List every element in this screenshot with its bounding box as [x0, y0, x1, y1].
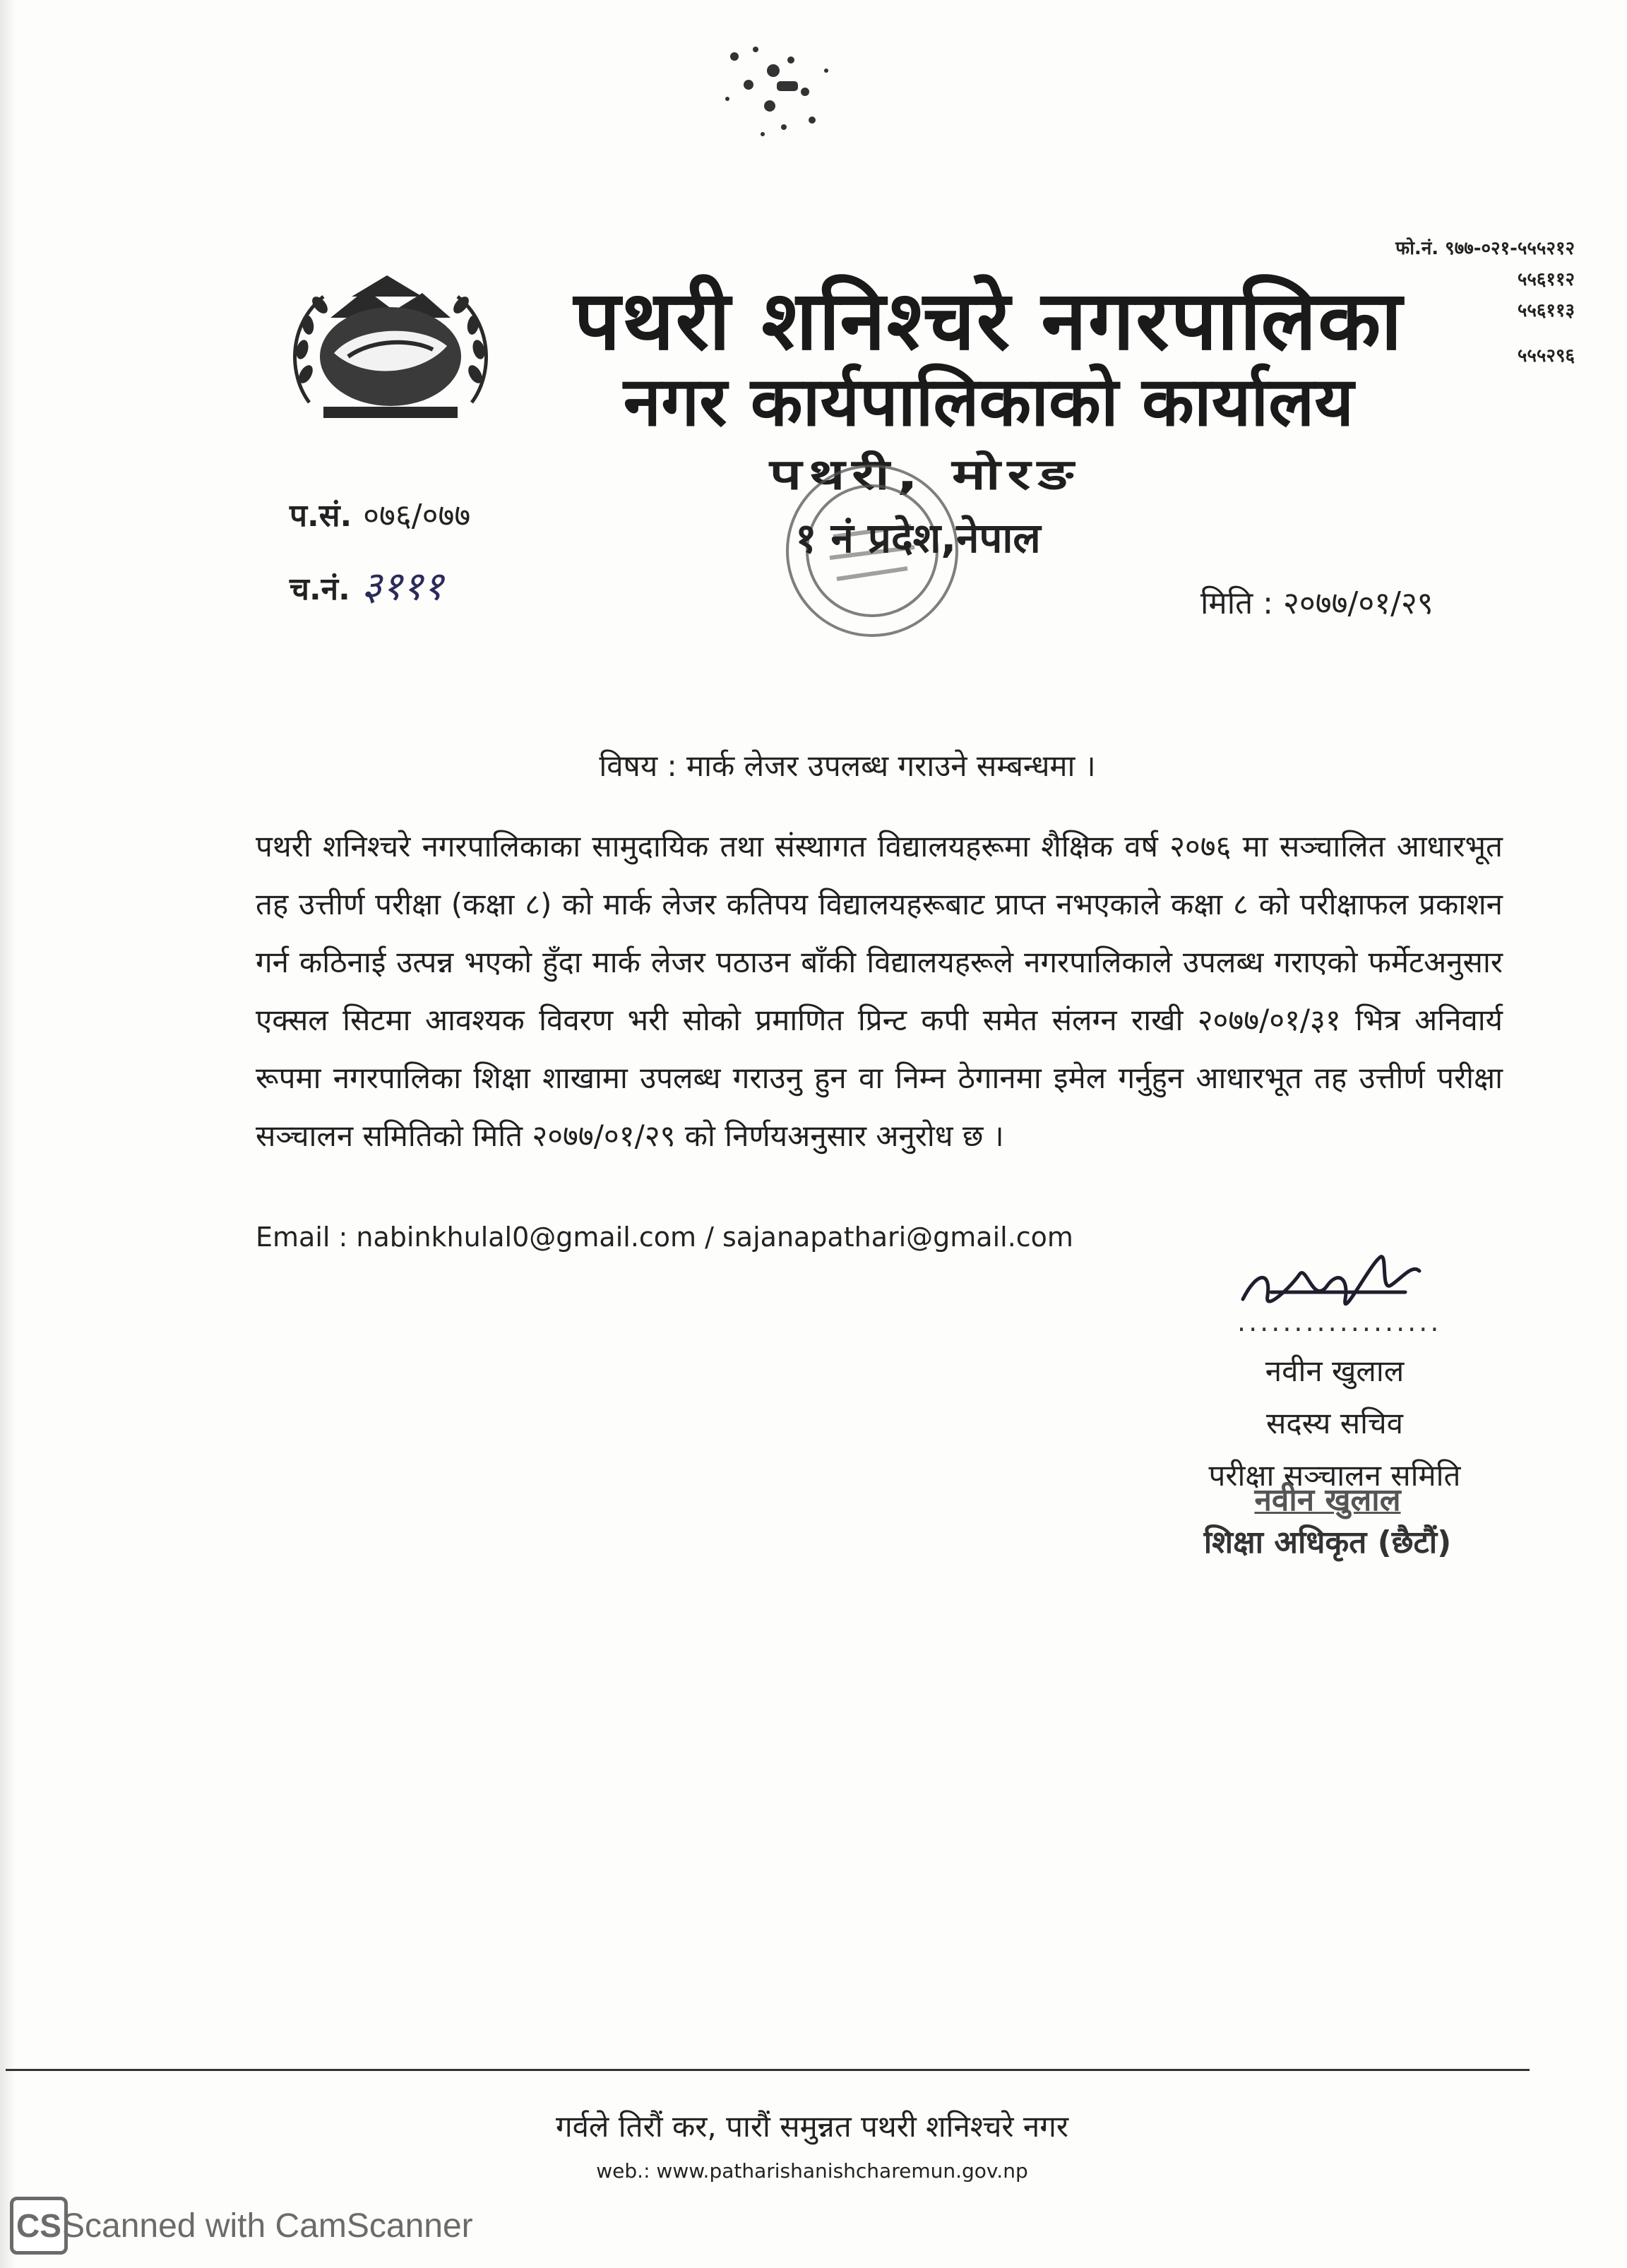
reference-ps	[290, 493, 470, 535]
province-title: १ नं प्रदेश,नेपाल	[795, 514, 1041, 562]
signature-dots: ..................	[1237, 1306, 1442, 1337]
ps-value: ०७६/०७७	[363, 498, 471, 534]
signatory-designation: सदस्य सचिव	[1265, 1406, 1404, 1440]
email-line: Email : nabinkhulal0@gmail.com / sajanapathari@gmail.com	[256, 1222, 1073, 1253]
letter-body: पथरी शनिश्चरे नगरपालिकाका सामुदायिक तथा संस्थागत विद्यालयहरूमा शैक्षिक वर्ष २०७६ मा सञ्चालित आधारभूत तह उत्तीर्ण परीक्षा (कक्षा ८) को मार्क लेजर कतिपय विद्यालयहरूबाट प्राप्त नभएकाले कक्षा ८ को परीक्षाफल प्रकाशन गर्न कठिनाई उत्पन्न भएको हुँदा मार्क लेजर पठाउन बाँकी विद्यालयहरूले नगरपालिकाले उपलब्ध गराएको फर्मेटअनुसार एक्सल सिटमा आवश्यक विवरण भरी सोको प्रमाणित प्रिन्ट कपी समेत संलग्न राखी २०७७/०१/३१ भित्र अनिवार्य रूपमा नगरपालिका शिक्षा शाखामा उपलब्ध गराउनु हुन वा निम्न ठेगानमा इमेल गर्नुहुन आधारभूत तह उत्तीर्ण परीक्षा सञ्चालन समितिको मिति २०७७/०१/२९ को निर्णयअनुसार अनुरोध छ ।	[256, 829, 1503, 1153]
letter-date: मिति : २०७७/०१/२९	[1200, 585, 1434, 621]
phone-line: ५५६११२	[1517, 269, 1575, 290]
camscanner-logo-icon: CS	[10, 2197, 68, 2255]
nepal-emblem-icon	[281, 268, 500, 431]
cn-label: च.नं.	[290, 571, 350, 607]
stamp-name: नवीन खुलाल	[1254, 1482, 1401, 1518]
office-title: नगर कार्यपालिकाको कार्यालय	[623, 362, 1354, 441]
place-title: पथरी, मोरङ	[769, 449, 1081, 499]
signatory-name: नवीन खुलाल	[1265, 1354, 1405, 1388]
municipality-title: पथरी शनिश्चरे नगरपालिका	[573, 273, 1404, 369]
phone-line: ५५५२९६	[1517, 345, 1575, 366]
phone-line: ५५६११३	[1517, 300, 1575, 321]
ink-smudge-mark	[706, 28, 840, 148]
officer-stamp	[1172, 1479, 1483, 1564]
reference-cn	[290, 558, 443, 611]
stamp-title: शिक्षा अधिकृत (छैटौं)	[1203, 1524, 1452, 1560]
letter-subject: विषय : मार्क लेजर उपलब्ध गराउने सम्बन्धमा ।	[599, 748, 1096, 783]
paper-edge-shadow	[0, 0, 16, 2268]
camscanner-text: Scanned with CamScanner	[62, 2207, 473, 2245]
camscanner-watermark	[10, 2197, 473, 2254]
footer-divider	[6, 2069, 1530, 2071]
signatory-committee: परीक्षा सञ्चालन समिति	[1208, 1458, 1461, 1493]
office-seal-stamp	[749, 459, 989, 671]
cn-value: ३१११	[361, 563, 444, 609]
footer-website: web.: www.patharishanishcharemun.gov.np	[596, 2159, 1028, 2183]
signatory-block	[1158, 1345, 1511, 1502]
phone-line: फो.नं. ९७७-०२१-५५५२१२	[1395, 238, 1575, 259]
ps-label: प.सं.	[290, 498, 352, 534]
footer-motto: गर्वले तिरौं कर, पारौं समुन्नत पथरी शनिश्चरे नगर	[555, 2109, 1069, 2144]
